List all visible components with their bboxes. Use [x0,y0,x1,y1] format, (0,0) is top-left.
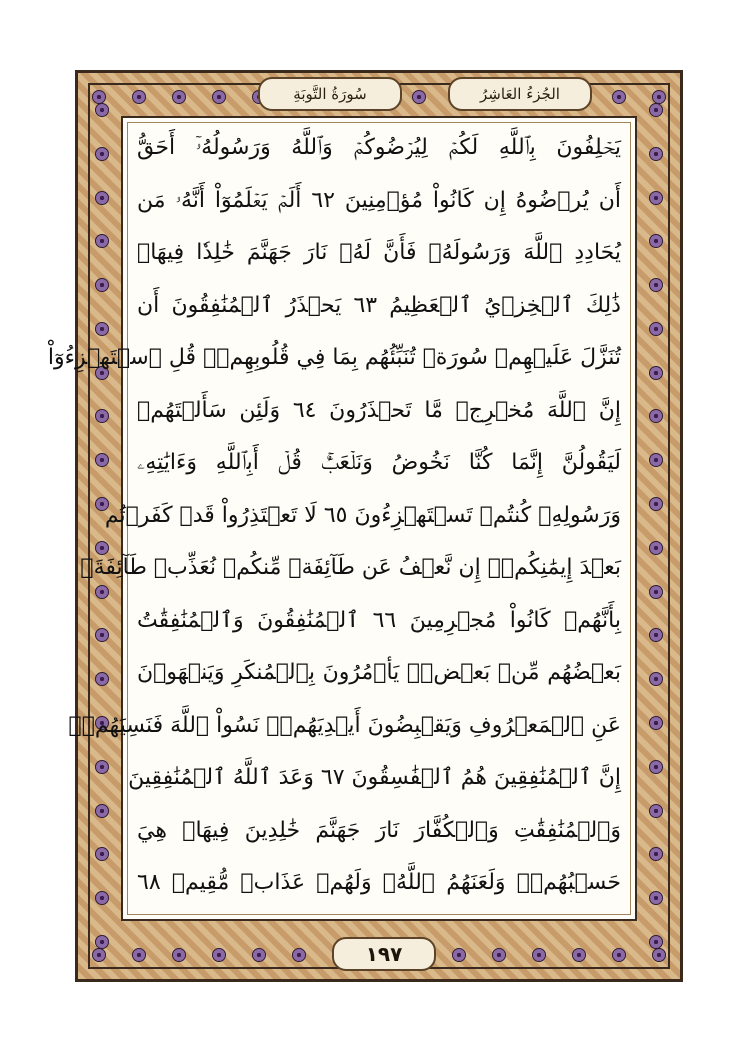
flower-ornament-icon [95,760,109,774]
text-line: تُنَزَّلَ عَلَيۡهِمۡ سُورَةٞ تُنَبِّئُهُم بِمَا فِي قُلُوبِهِمۡۚ قُلِ ٱسۡتَهۡزِءُوٓاْ [47,345,621,370]
text-line: وَرَسُولِهِۦ كُنتُمۡ تَسۡتَهۡزِءُونَ ٦٥ لَا تَعۡتَذِرُواْ قَدۡ كَفَرۡتُم [104,502,621,528]
flower-ornament-icon [649,278,663,292]
text-line: إِنَّ ٱلۡمُنَٰفِقِينَ هُمُ ٱلۡفَٰسِقُونَ ٦٧ وَعَدَ ٱللَّهُ ٱلۡمُنَٰفِقِينَ [128,765,621,790]
flower-ornament-icon [649,322,663,336]
flower-ornament-icon [649,672,663,686]
flower-ornament-icon [95,191,109,205]
page-number: ١٩٧ [332,937,436,971]
juz-title: الجُزءُ العَاشِرُ [448,77,592,111]
page-frame [47,70,683,982]
flower-ornament-icon [95,278,109,292]
flower-ornament-icon [649,234,663,248]
flower-ornament-icon [95,804,109,818]
flower-ornament-icon [492,948,506,962]
flower-ornament-icon [649,716,663,730]
flower-ornament-icon [292,948,306,962]
flower-ornament-icon [95,891,109,905]
flower-ornament-icon [92,948,106,962]
flower-ornament-icon [649,366,663,380]
flower-ornament-icon [412,90,426,104]
flower-ornament-icon [95,103,109,117]
text-line: عَنِ ٱلۡمَعۡرُوفِ وَيَقۡبِضُونَ أَيۡدِيَهُمۡۚ نَسُواْ ٱللَّهَ فَنَسِيَهُمۡۚ [68,712,621,738]
flower-ornament-icon [212,90,226,104]
quran-text-panel [47,116,637,921]
flower-ornament-icon [172,90,186,104]
flower-ornament-icon [95,409,109,423]
flower-ornament-icon [649,804,663,818]
flower-ornament-icon [649,191,663,205]
flower-ornament-icon [212,948,226,962]
flower-ornament-icon [612,90,626,104]
flower-ornament-icon [649,891,663,905]
flower-ornament-icon [452,948,466,962]
verse-lines [47,128,622,909]
flower-ornament-icon [95,672,109,686]
text-line: ذَٰلِكَ ٱلۡخِزۡيُ ٱلۡعَظِيمُ ٦٣ يَحۡذَرُ ٱلۡمُنَٰفِقُونَ أَن [137,292,621,318]
text-line: حَسۡبُهُمۡۚ وَلَعَنَهُمُ ٱللَّهُۖ وَلَهُمۡ عَذَابٞ مُّقِيمٞ ٦٨ [137,870,621,895]
flower-ornament-icon [652,90,666,104]
flower-ornament-icon [572,948,586,962]
flower-ornament-icon [92,90,106,104]
right-ornament-column [646,103,666,949]
flower-ornament-icon [95,147,109,161]
flower-ornament-icon [649,847,663,861]
flower-ornament-icon [652,948,666,962]
text-line: أَن يُرۡضُوهُ إِن كَانُواْ مُؤۡمِنِينَ ٦٢ أَلَمۡ يَعۡلَمُوٓاْ أَنَّهُۥ مَن [137,187,621,213]
flower-ornament-icon [649,147,663,161]
flower-ornament-icon [649,409,663,423]
flower-ornament-icon [649,541,663,555]
flower-ornament-icon [649,453,663,467]
flower-ornament-icon [649,103,663,117]
text-line: وَٱلۡمُنَٰفِقَٰتِ وَٱلۡكُفَّارَ نَارَ جَهَنَّمَ خَٰلِدِينَ فِيهَاۚ هِيَ [137,817,621,843]
text-line: يُحَادِدِ ٱللَّهَ وَرَسُولَهُۥ فَأَنَّ لَهُۥ نَارَ جَهَنَّمَ خَٰلِدٗا فِيهَاۚ [137,240,621,265]
flower-ornament-icon [95,234,109,248]
text-line: بِأَنَّهُمۡ كَانُواْ مُجۡرِمِينَ ٦٦ ٱلۡمُنَٰفِقُونَ وَٱلۡمُنَٰفِقَٰتُ [137,607,622,633]
flower-ornament-icon [172,948,186,962]
flower-ornament-icon [532,948,546,962]
flower-ornament-icon [95,935,109,949]
flower-ornament-icon [649,935,663,949]
flower-ornament-icon [132,948,146,962]
flower-ornament-icon [95,322,109,336]
flower-ornament-icon [95,847,109,861]
flower-ornament-icon [649,497,663,511]
surah-title: سُورَةُ التَّوبَةِ [258,77,402,111]
flower-ornament-icon [649,628,663,642]
flower-ornament-icon [252,948,266,962]
text-line: يَحۡلِفُونَ بِٱللَّهِ لَكُمۡ لِيُرۡضُوكُمۡ وَٱللَّهُ وَرَسُولُهُۥٓ أَحَقُّ [137,135,621,160]
flower-ornament-icon [649,760,663,774]
flower-ornament-icon [649,585,663,599]
text-line: بَعۡدَ إِيمَٰنِكُمۡۚ إِن نَّعۡفُ عَن طَآئِفَةٖ مِّنكُمۡ نُعَذِّبۡ طَآئِفَةَۢ [80,555,621,580]
text-line: بَعۡضُهُم مِّنۢ بَعۡضٖۚ يَأۡمُرُونَ بِٱلۡمُنكَرِ وَيَنۡهَوۡنَ [137,660,621,685]
flower-ornament-icon [95,453,109,467]
text-line: لَيَقُولُنَّ إِنَّمَا كُنَّا نَخُوضُ وَنَلۡعَبُۚ قُلۡ أَبِٱللَّهِ وَءَايَٰتِهِۦ [137,450,621,475]
flower-ornament-icon [132,90,146,104]
flower-ornament-icon [612,948,626,962]
text-line: إِنَّ ٱللَّهَ مُخۡرِجٞ مَّا تَحۡذَرُونَ ٦٤ وَلَئِن سَأَلۡتَهُمۡ [137,397,621,423]
flower-ornament-icon [95,628,109,642]
